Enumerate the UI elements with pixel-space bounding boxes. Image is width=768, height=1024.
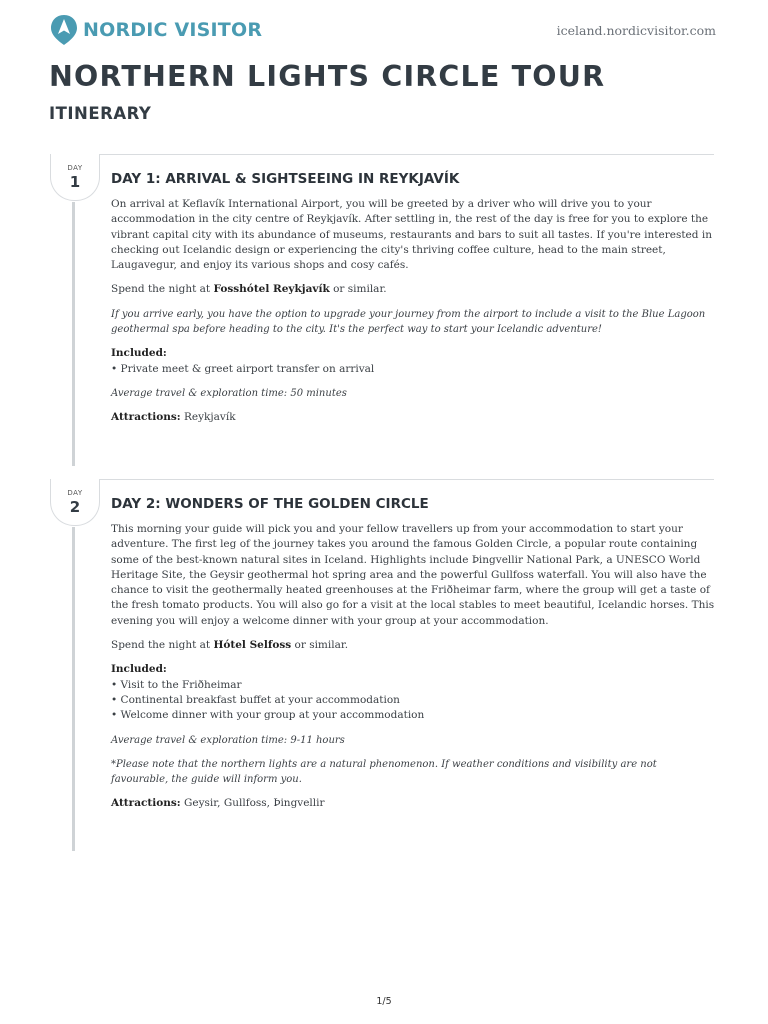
day-badge-label: DAY	[67, 164, 83, 172]
page-header	[50, 14, 716, 48]
attractions	[111, 410, 717, 425]
list-item: • Welcome dinner with your group at your accommodation	[111, 709, 425, 722]
day-content	[111, 496, 717, 812]
day-badge-number: 2	[69, 498, 81, 516]
day-badge	[50, 479, 100, 526]
day-badge	[50, 154, 100, 201]
travel-time: Average travel & exploration time: 50 minutes	[111, 387, 347, 399]
list-item: • Private meet & greet airport transfer on arrival	[111, 362, 375, 375]
compass-pin-icon	[50, 14, 78, 46]
included-heading: Included:	[111, 347, 167, 360]
attractions-value: Geysir, Gullfoss, Þingvellir	[184, 797, 325, 810]
attractions-value: Reykjavík	[184, 411, 236, 424]
hotel-name: Fosshótel Reykjavík	[213, 283, 330, 296]
attractions-label: Attractions:	[111, 411, 181, 424]
day-badge-number: 1	[69, 173, 81, 191]
attractions-label: Attractions:	[111, 797, 181, 810]
attractions	[111, 796, 717, 811]
overnight-stay	[111, 638, 717, 653]
travel-time: Average travel & exploration time: 9-11 hours	[111, 734, 345, 746]
day-content	[111, 171, 717, 426]
overnight-suffix: or similar.	[329, 283, 387, 296]
day-description: This morning your guide will pick you and your fellow travellers up from your accommodation to start your adventure. The first leg of the journey takes you around the famous Golden Circle, a popular route containing some of the best-known natural sites in Iceland. Highlights include Þingvellir National Park, a UNESCO World Heritage Site, the Geysir geothermal hot spring area and the powerful Gullfoss waterfall. You will also have the chance to visit the geothermally heated greenhouses at the Friðheimar farm, where the group will get a taste of the fresh tomato products. You will also go for a visit at the local stables to meet beautiful, Icelandic horses. This evening you will enjoy a welcome dinner with your group at your accommodation.	[111, 523, 715, 627]
timeline-bar	[72, 527, 75, 851]
brand-logo[interactable]	[50, 14, 262, 46]
itinerary-heading: ITINERARY	[49, 104, 152, 123]
section-divider	[94, 479, 714, 480]
page-number: 1/5	[376, 996, 392, 1007]
day-section-1	[50, 154, 716, 466]
upgrade-note: If you arrive early, you have the option to upgrade your journey from the airport to include a visit to the Blue Lagoon geothermal spa before heading to the city. It's the perfect way to start your Icelandic adventure!	[111, 308, 706, 336]
day-section-2	[50, 479, 716, 851]
timeline-bar	[72, 202, 75, 466]
day-title: DAY 2: WONDERS OF THE GOLDEN CIRCLE	[111, 496, 429, 512]
day-description: On arrival at Keflavík International Airport, you will be greeted by a driver who will drive you to your accommodation in the city centre of Reykjavík. After settling in, the rest of the day is free for you to explore the vibrant capital city with its abundance of museums, restaurants and bars to suit all tastes. If you're interested in checking out Icelandic design or experiencing the city's thriving coffee culture, head to the main street, Laugavegur, and enjoy its various shops and cosy cafés.	[111, 198, 712, 272]
overnight-prefix: Spend the night at	[111, 283, 214, 296]
overnight-prefix: Spend the night at	[111, 639, 214, 652]
day-title: DAY 1: ARRIVAL & SIGHTSEEING IN REYKJAVÍK	[111, 171, 460, 187]
site-url-link[interactable]: iceland.nordicvisitor.com	[556, 23, 716, 38]
list-item: • Continental breakfast buffet at your accommodation	[111, 693, 400, 706]
included-list	[111, 362, 717, 377]
day-badge-label: DAY	[67, 489, 83, 497]
included-list	[111, 678, 717, 724]
overnight-stay	[111, 282, 717, 297]
list-item: • Visit to the Friðheimar	[111, 678, 242, 691]
included-heading: Included:	[111, 663, 167, 676]
section-divider	[94, 154, 714, 155]
brand-name: NORDIC VISITOR	[83, 19, 263, 41]
tour-title: NORTHERN LIGHTS CIRCLE TOUR	[49, 60, 606, 93]
northern-lights-note: *Please note that the northern lights are a natural phenomenon. If weather conditions and visibility are not favourable, the guide will inform you.	[111, 758, 657, 786]
overnight-suffix: or similar.	[291, 639, 349, 652]
hotel-name: Hótel Selfoss	[213, 639, 292, 652]
